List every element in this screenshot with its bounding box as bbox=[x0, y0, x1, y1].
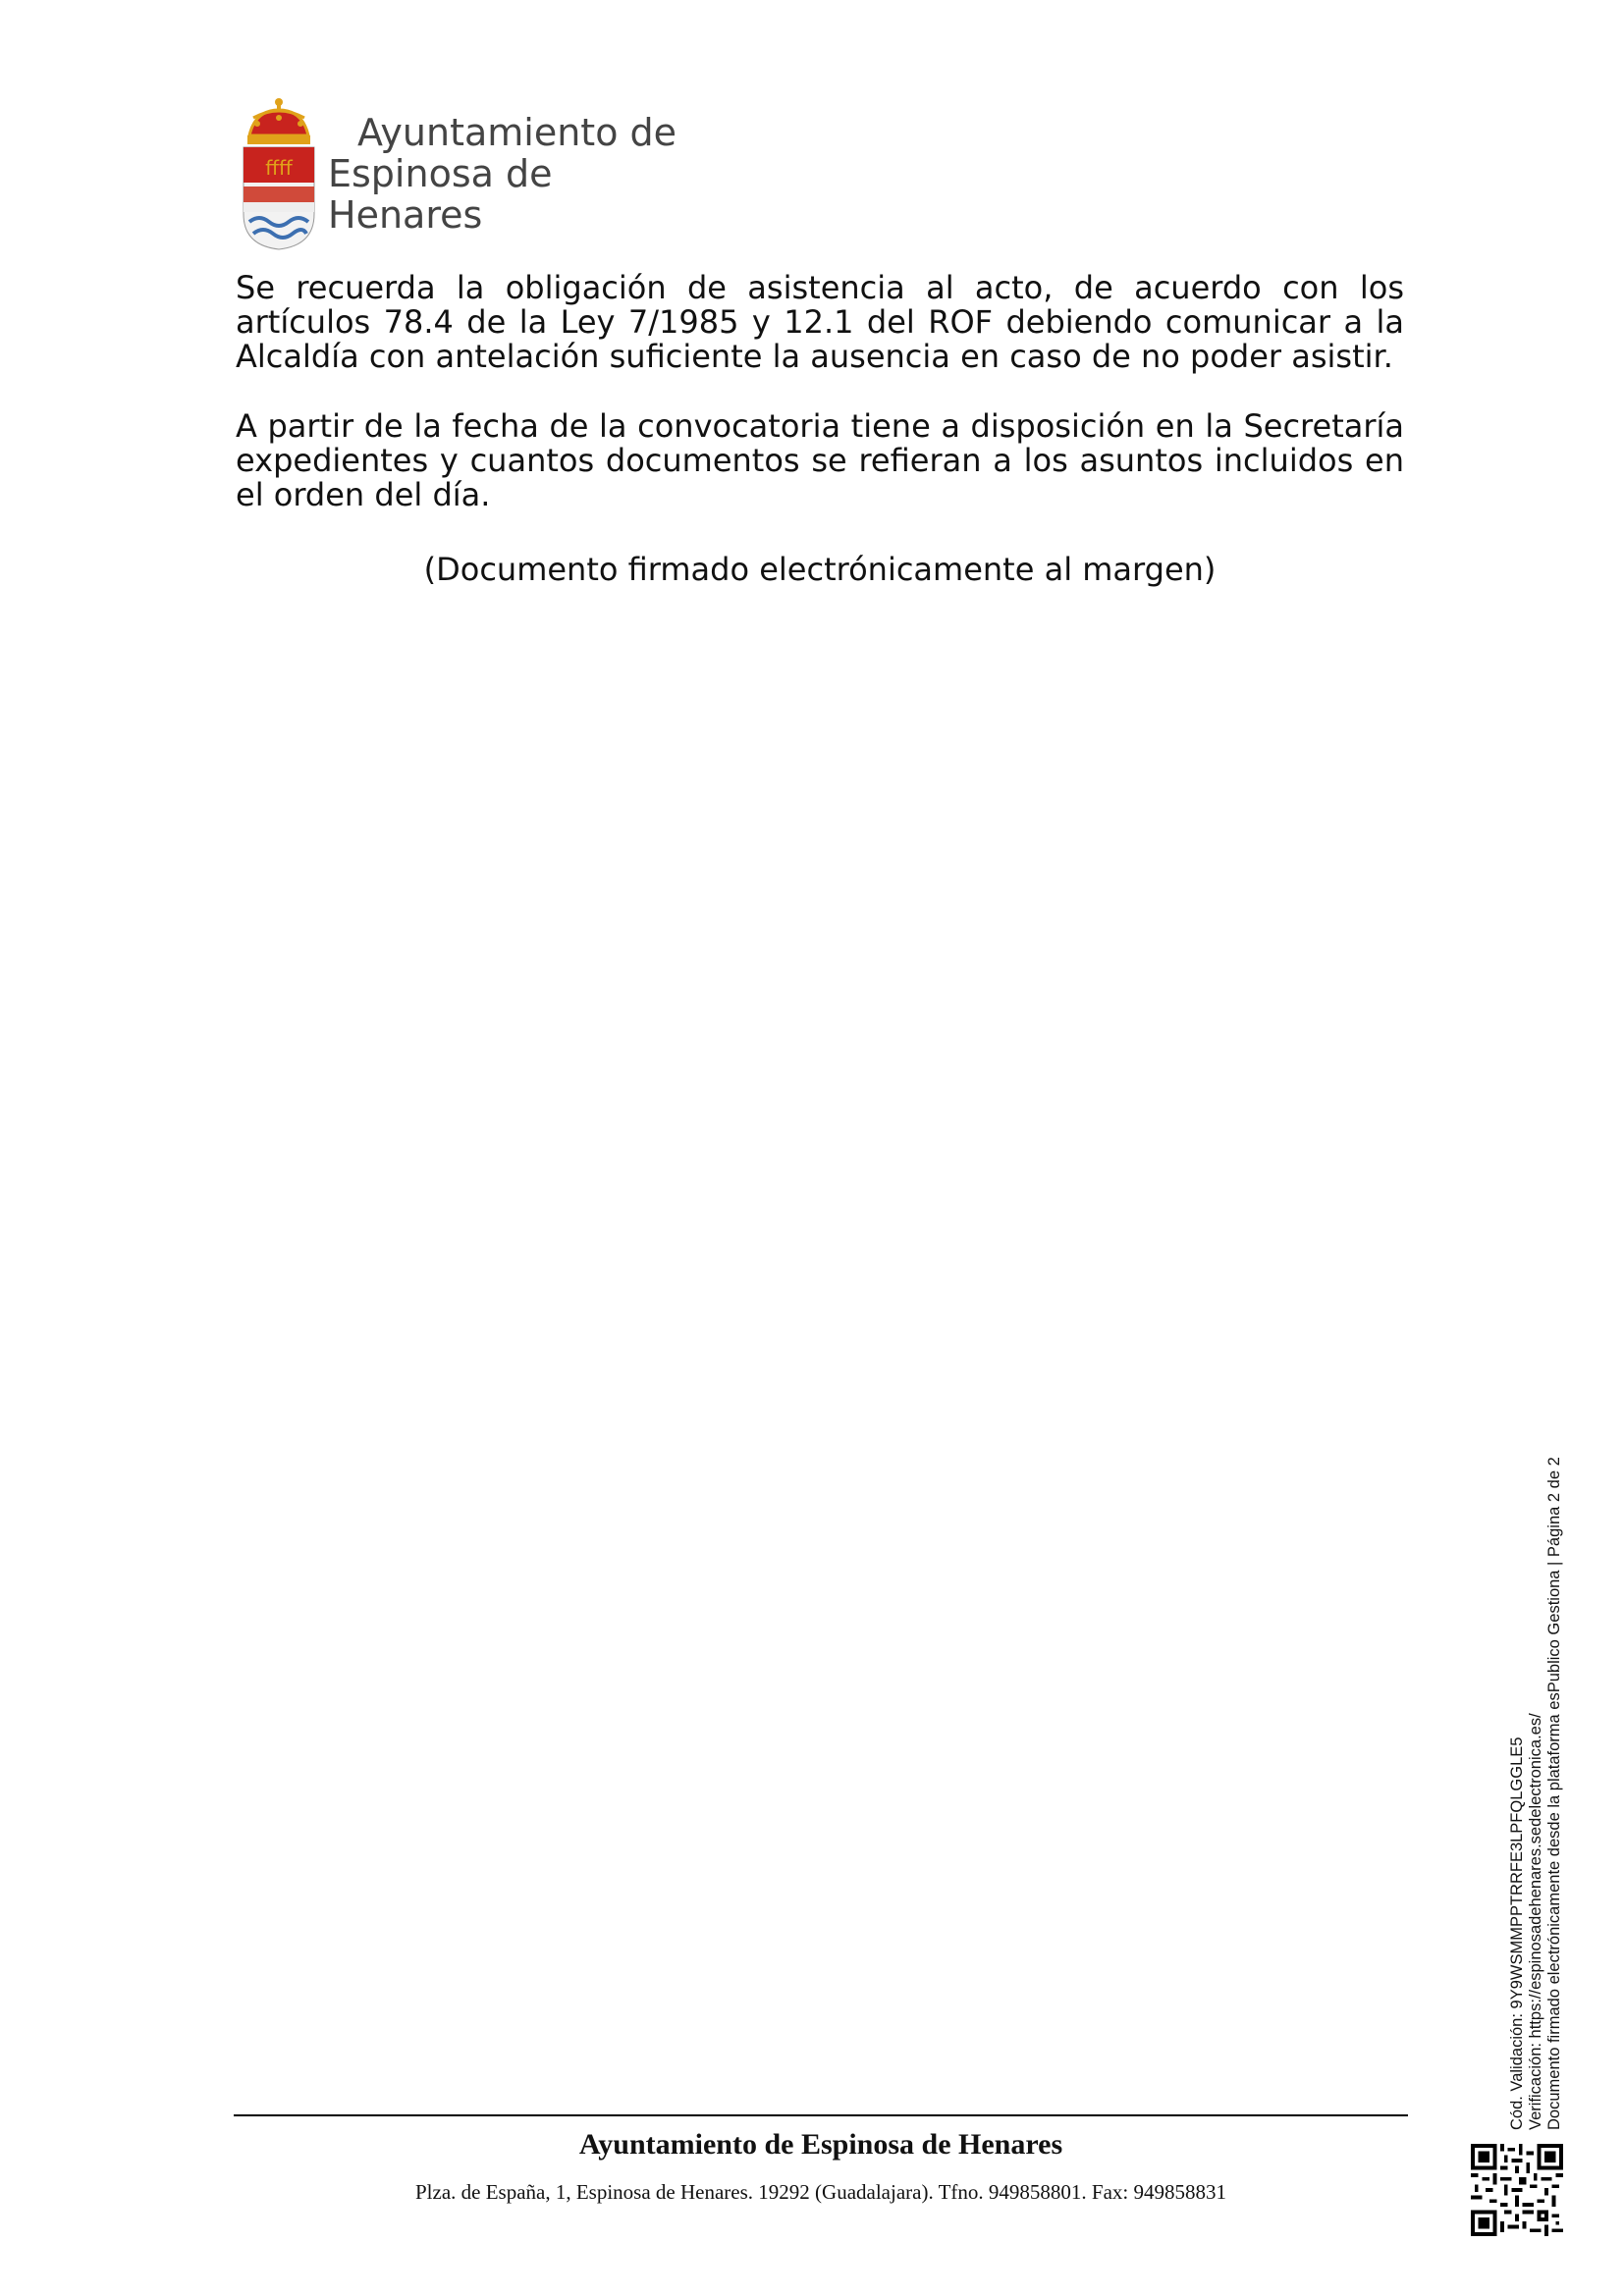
svg-text:ffff: ffff bbox=[265, 156, 293, 180]
logo-text-line1: Ayuntamiento de bbox=[357, 111, 677, 154]
footer-title: Ayuntamiento de Espinosa de Henares bbox=[578, 2128, 1063, 2161]
logo-text bbox=[328, 112, 697, 236]
validation-code: Cód. Validación: 9Y9WSMMPPTRRFE3LPFQLGGLE5 bbox=[1508, 1736, 1526, 2130]
logo-text-line2: Espinosa de Henares bbox=[328, 152, 553, 237]
footer-divider bbox=[234, 2114, 1408, 2116]
attendance-paragraph: Se recuerda la obligación de asistencia al acto, de acuerdo con los artículos 78.4 de la Ley 7/1985 y 12.1 del ROF debiendo comunicar a la Alcaldía con antelación suficiente la ausencia en caso de no poder asistir. bbox=[236, 269, 1404, 375]
signature-note: (Documento firmado electrónicamente al margen) bbox=[423, 551, 1217, 588]
verification-url: Verificación: https://espinosadehenares.sedelectronica.es/ bbox=[1527, 1713, 1544, 2130]
coat-of-arms-icon bbox=[236, 96, 322, 251]
platform-note: Documento firmado electrónicamente desde la plataforma esPublico Gestiona | Página 2 de 2 bbox=[1545, 1457, 1563, 2130]
documents-paragraph: A partir de la fecha de la convocatoria tiene a disposición en la Secretaría expedientes y cuantos documentos se refieran a los asuntos incluidos en el orden del día. bbox=[236, 407, 1404, 513]
validation-margin-text bbox=[1508, 1423, 1573, 2130]
qr-code-icon bbox=[1471, 2144, 1563, 2236]
footer-address: Plza. de España, 1, Espinosa de Henares. 19292 (Guadalajara). Tfno. 949858801. Fax: 949858831 bbox=[414, 2180, 1226, 2204]
header-logo bbox=[236, 96, 697, 251]
document-body bbox=[236, 271, 1404, 548]
